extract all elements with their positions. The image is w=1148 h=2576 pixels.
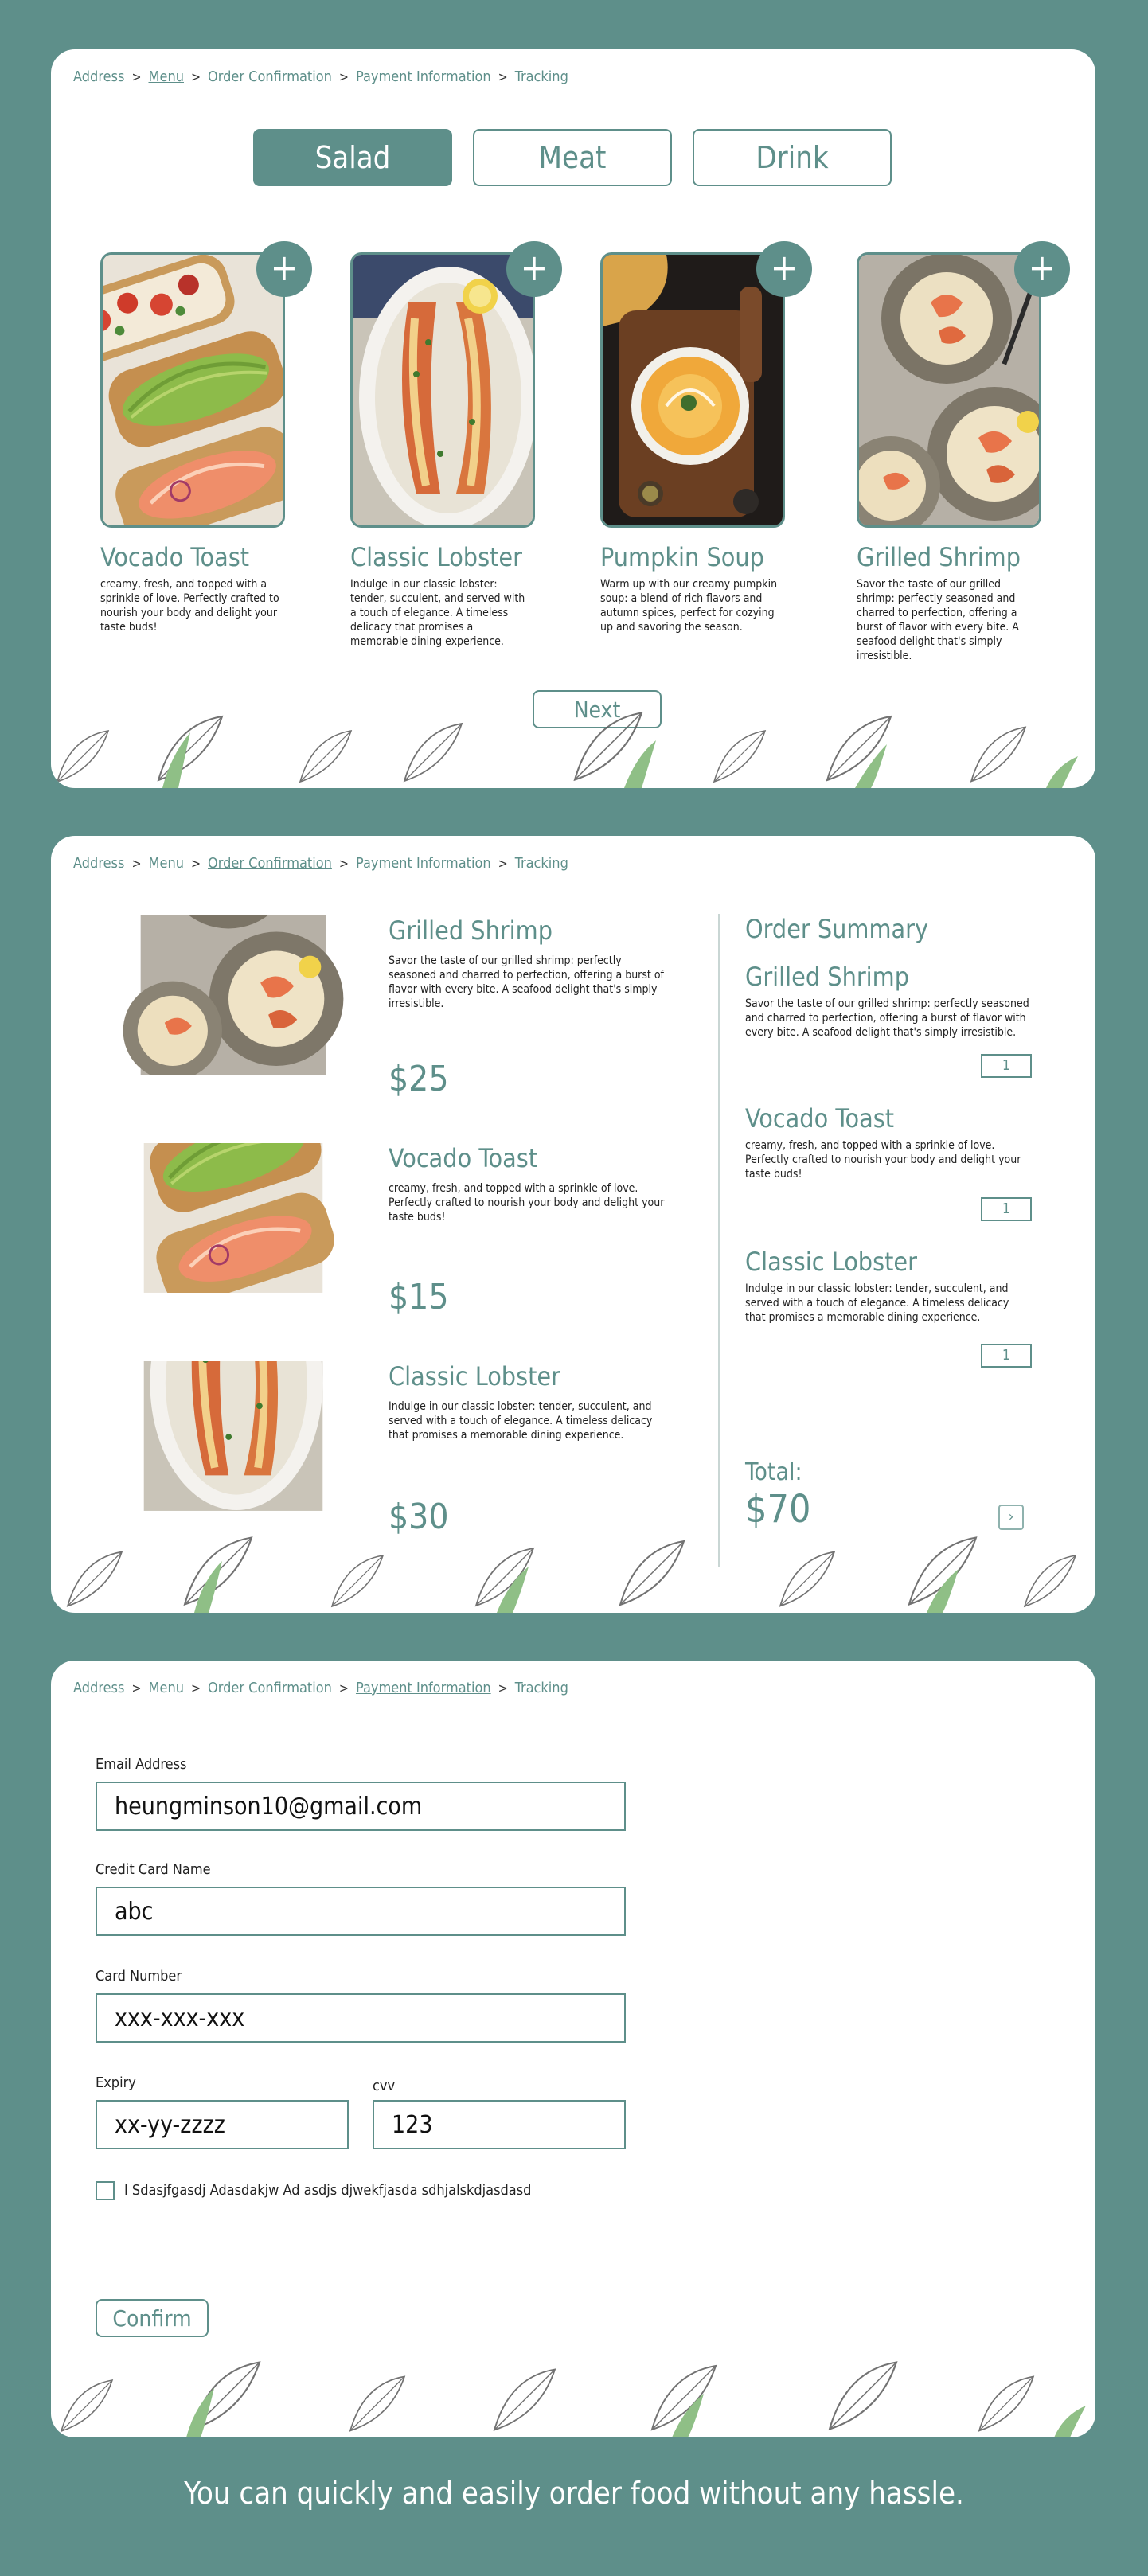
total-label: Total: bbox=[745, 1458, 802, 1486]
menu-item-description: creamy, fresh, and topped with a sprinkle of love. Perfectly crafted to nourish your body and delight your taste buds! bbox=[100, 578, 279, 634]
breadcrumb-separator-icon: > bbox=[498, 69, 508, 84]
breadcrumb-separator-icon: > bbox=[131, 1680, 142, 1696]
summary-item-description: Indulge in our classic lobster: tender, succulent, and served with a touch of elegance. A timeless delicacy that promises a memorable dining experience. bbox=[745, 1282, 1009, 1324]
breadcrumb bbox=[73, 1680, 568, 1696]
email-label: Email Address bbox=[96, 1756, 187, 1773]
breadcrumb-order-confirmation[interactable]: Order Confirmation bbox=[208, 1680, 332, 1696]
order-item-image bbox=[94, 915, 373, 1099]
terms-checkbox-label: I Sdasjfgasdj Adasdakjw Ad asdjs djwekfjasda sdhjalskdjasdasd bbox=[124, 2182, 532, 2199]
add-to-cart-button[interactable] bbox=[256, 241, 312, 297]
breadcrumb-address[interactable]: Address bbox=[73, 855, 125, 872]
order-item-name: Grilled Shrimp bbox=[389, 915, 553, 946]
order-item-image bbox=[94, 1143, 373, 1320]
email-field[interactable]: heungminson10@gmail.com bbox=[96, 1782, 626, 1831]
menu-item-description: Indulge in our classic lobster: tender, succulent, and served with a touch of elegance. A timeless delicacy that promises a memorable dining experience. bbox=[350, 578, 525, 648]
menu-item-image bbox=[350, 252, 535, 528]
breadcrumb-separator-icon: > bbox=[131, 69, 142, 84]
order-item-price: $30 bbox=[389, 1497, 449, 1537]
foliage-decoration bbox=[51, 1525, 1095, 1613]
breadcrumb-order-confirmation[interactable]: Order Confirmation bbox=[208, 855, 332, 872]
terms-checkbox[interactable] bbox=[96, 2181, 115, 2200]
next-button[interactable]: Next bbox=[533, 690, 662, 728]
tagline: You can quickly and easily order food without any hassle. bbox=[184, 2476, 964, 2511]
breadcrumb-payment-information[interactable]: Payment Information bbox=[355, 1680, 491, 1696]
summary-item-name: Classic Lobster bbox=[745, 1247, 917, 1277]
add-to-cart-button[interactable] bbox=[756, 241, 812, 297]
order-confirmation-card bbox=[51, 836, 1095, 1613]
card-name-field[interactable]: abc bbox=[96, 1887, 626, 1936]
breadcrumb-separator-icon: > bbox=[338, 1680, 349, 1696]
breadcrumb-menu[interactable]: Menu bbox=[148, 68, 184, 85]
order-item-price: $25 bbox=[389, 1059, 449, 1099]
menu-item[interactable] bbox=[600, 246, 799, 634]
foliage-decoration bbox=[51, 701, 1095, 788]
summary-item-description: creamy, fresh, and topped with a sprinkle of love. Perfectly crafted to nourish your body and delight your taste buds! bbox=[745, 1139, 1021, 1181]
breadcrumb-payment-information[interactable]: Payment Information bbox=[355, 855, 491, 872]
summary-item-name: Grilled Shrimp bbox=[745, 962, 909, 992]
order-item-name: Classic Lobster bbox=[389, 1361, 560, 1391]
breadcrumb-separator-icon: > bbox=[498, 1680, 508, 1696]
menu-card bbox=[51, 49, 1095, 788]
summary-item-description: Savor the taste of our grilled shrimp: perfectly seasoned and charred to perfection, offering a burst of flavor with every bite. A seafood delight that's simply irresistible. bbox=[745, 997, 1029, 1039]
menu-item-image bbox=[100, 252, 285, 528]
order-summary bbox=[745, 914, 1032, 1364]
menu-item-description: Warm up with our creamy pumpkin soup: a blend of rich flavors and autumn spices, perfect for cozying up and savoring the season. bbox=[600, 578, 778, 634]
breadcrumb-order-confirmation[interactable]: Order Confirmation bbox=[208, 68, 332, 85]
expiry-label: Expiry bbox=[96, 2074, 136, 2091]
order-item-image bbox=[94, 1361, 373, 1538]
breadcrumb-separator-icon: > bbox=[131, 856, 142, 871]
breadcrumb-payment-information[interactable]: Payment Information bbox=[355, 68, 491, 85]
plus-icon: + bbox=[270, 246, 299, 289]
card-number-field[interactable]: xxx-xxx-xxx bbox=[96, 1993, 626, 2043]
tab-salad[interactable]: Salad bbox=[253, 129, 452, 186]
plus-icon: + bbox=[1028, 246, 1056, 289]
order-item-name: Vocado Toast bbox=[389, 1143, 537, 1173]
breadcrumb-separator-icon: > bbox=[190, 856, 201, 871]
order-item bbox=[94, 915, 667, 1099]
plus-icon: + bbox=[770, 246, 799, 289]
menu-item-name: Grilled Shrimp bbox=[857, 542, 1021, 572]
breadcrumb-separator-icon: > bbox=[190, 1680, 201, 1696]
menu-item[interactable] bbox=[857, 246, 1056, 663]
menu-item-image bbox=[600, 252, 785, 528]
order-item-description: creamy, fresh, and topped with a sprinkle of love. Perfectly crafted to nourish your body and delight your taste buds! bbox=[389, 1182, 665, 1224]
cvv-label: cvv bbox=[373, 2078, 396, 2094]
breadcrumb-separator-icon: > bbox=[338, 69, 349, 84]
breadcrumb-tracking[interactable]: Tracking bbox=[514, 68, 568, 85]
breadcrumb bbox=[73, 855, 568, 872]
menu-item[interactable] bbox=[100, 246, 299, 634]
breadcrumb-tracking[interactable]: Tracking bbox=[514, 855, 568, 872]
breadcrumb-tracking[interactable]: Tracking bbox=[514, 1680, 568, 1696]
card-name-label: Credit Card Name bbox=[96, 1861, 211, 1878]
breadcrumb-menu[interactable]: Menu bbox=[148, 1680, 184, 1696]
breadcrumb-address[interactable]: Address bbox=[73, 1680, 125, 1696]
order-item bbox=[94, 1143, 667, 1326]
breadcrumb-separator-icon: > bbox=[338, 856, 349, 871]
add-to-cart-button[interactable] bbox=[1014, 241, 1070, 297]
chevron-right-icon: › bbox=[1008, 1509, 1014, 1525]
foliage-decoration bbox=[51, 2350, 1095, 2437]
summary-item bbox=[745, 1247, 1032, 1364]
tab-drink[interactable]: Drink bbox=[693, 129, 892, 186]
quantity-field[interactable]: 1 bbox=[981, 1054, 1032, 1078]
order-item-price: $15 bbox=[389, 1277, 449, 1317]
menu-item[interactable] bbox=[350, 246, 549, 649]
menu-item-name: Classic Lobster bbox=[350, 542, 522, 572]
order-item bbox=[94, 1361, 667, 1544]
menu-item-name: Pumpkin Soup bbox=[600, 542, 764, 572]
breadcrumb-separator-icon: > bbox=[498, 856, 508, 871]
confirm-button[interactable]: Confirm bbox=[96, 2299, 209, 2337]
payment-card bbox=[51, 1661, 1095, 2437]
menu-item-name: Vocado Toast bbox=[100, 542, 249, 572]
order-summary-title: Order Summary bbox=[745, 914, 929, 944]
divider bbox=[718, 914, 720, 1567]
summary-item bbox=[745, 962, 1032, 1074]
breadcrumb-separator-icon: > bbox=[190, 69, 201, 84]
menu-item-description: Savor the taste of our grilled shrimp: perfectly seasoned and charred to perfection, offering a burst of flavor with every bite. A seafood delight that's simply irresistible. bbox=[857, 578, 1019, 662]
summary-item-name: Vocado Toast bbox=[745, 1103, 894, 1134]
menu-item-image bbox=[857, 252, 1041, 528]
quantity-field[interactable]: 1 bbox=[981, 1197, 1032, 1221]
breadcrumb bbox=[73, 68, 568, 85]
tab-meat[interactable]: Meat bbox=[473, 129, 672, 186]
expiry-field[interactable]: xx-yy-zzzz bbox=[96, 2100, 349, 2149]
total-value: $70 bbox=[745, 1487, 811, 1532]
cvv-field[interactable]: 123 bbox=[373, 2100, 626, 2149]
card-number-label: Card Number bbox=[96, 1968, 182, 1985]
quantity-field[interactable]: 1 bbox=[981, 1344, 1032, 1368]
order-item-description: Savor the taste of our grilled shrimp: perfectly seasoned and charred to perfection, offering a burst of flavor with every bite. A seafood delight that's simply irresistible. bbox=[389, 954, 664, 1010]
summary-item bbox=[745, 1103, 1032, 1217]
breadcrumb-menu[interactable]: Menu bbox=[148, 855, 184, 872]
add-to-cart-button[interactable] bbox=[506, 241, 562, 297]
category-tabs bbox=[253, 129, 892, 186]
order-item-description: Indulge in our classic lobster: tender, succulent, and served with a touch of elegance. A timeless delicacy that promises a memorable dining experience. bbox=[389, 1400, 653, 1442]
plus-icon: + bbox=[520, 246, 549, 289]
breadcrumb-address[interactable]: Address bbox=[73, 68, 125, 85]
